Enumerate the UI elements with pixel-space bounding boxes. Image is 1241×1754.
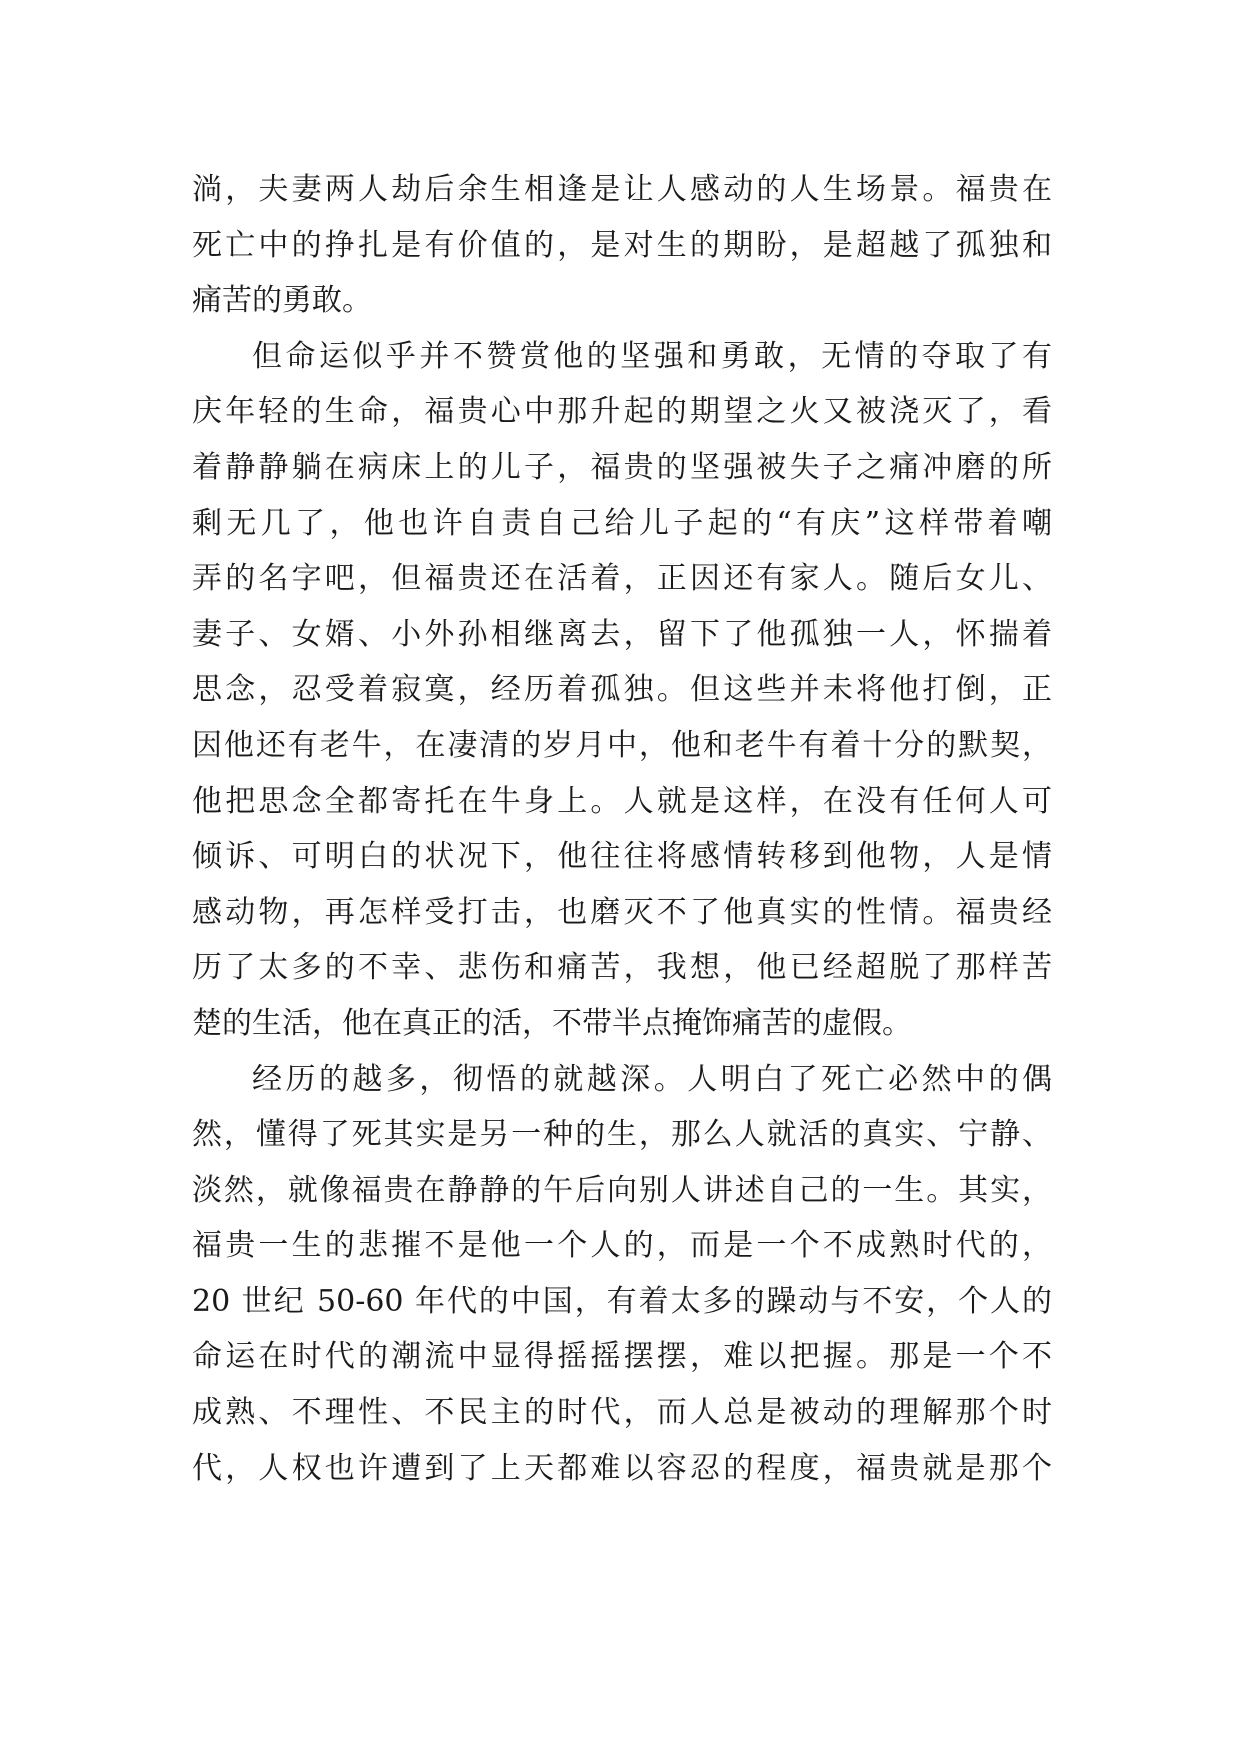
paragraph-1 [192, 162, 1052, 329]
text-line: 命运在时代的潮流中显得摇摇摆摆，难以把握。那是一个不 [192, 1339, 1052, 1375]
text-line: 因他还有老牛，在凄清的岁月中，他和老牛有着十分的默契， [192, 727, 1052, 763]
paragraph-2 [192, 329, 1052, 1052]
text-line: 代，人权也许遭到了上天都难以容忍的程度，福贵就是那个 [192, 1450, 1052, 1486]
text-line: 历了太多的不幸、悲伤和痛苦，我想，他已经超脱了那样苦 [192, 950, 1052, 986]
text-line: 思念，忍受着寂寞，经历着孤独。但这些并未将他打倒，正 [192, 672, 1052, 708]
text-line: 感动物，再怎样受打击，也磨灭不了他真实的性情。福贵经 [192, 894, 1052, 930]
text-line: 20 世纪 50-60 年代的中国，有着太多的躁动与不安，个人的 [192, 1283, 1052, 1319]
text-line: 倾诉、可明白的状况下，他往往将感情转移到他物，人是情 [192, 839, 1052, 875]
paragraph-3 [192, 1052, 1052, 1497]
text-line: 淡然，就像福贵在静静的午后向别人讲述自己的一生。其实， [192, 1172, 1052, 1208]
text-line: 成熟、不理性、不民主的时代，而人总是被动的理解那个时 [192, 1395, 1052, 1431]
text-line: 淌，夫妻两人劫后余生相逢是让人感动的人生场景。福贵在 [192, 172, 1052, 207]
text-line: 弄的名字吧，但福贵还在活着，正因还有家人。随后女儿、 [192, 561, 1052, 597]
text-line: 剩无几了，他也许自责自己给儿子起的“有庆”这样带着嘲 [192, 505, 1052, 541]
text-line: 但命运似乎并不赞赏他的坚强和勇敢，无情的夺取了有 [252, 338, 1052, 374]
text-line: 然，懂得了死其实是另一种的生，那么人就活的真实、宁静、 [192, 1117, 1052, 1153]
text-line: 楚的生活，他在真正的活，不带半点掩饰痛苦的虚假。 [192, 1005, 912, 1041]
text-line: 妻子、女婿、小外孙相继离去，留下了他孤独一人，怀揣着 [192, 616, 1052, 652]
text-line: 经历的越多，彻悟的就越深。人明白了死亡必然中的偶 [252, 1061, 1052, 1097]
text-line: 痛苦的勇敢。 [192, 283, 372, 319]
text-line: 庆年轻的生命，福贵心中那升起的期望之火又被浇灭了，看 [192, 394, 1052, 430]
text-line: 着静静躺在病床上的儿子，福贵的坚强被失子之痛冲磨的所 [192, 449, 1052, 485]
text-line: 他把思念全都寄托在牛身上。人就是这样，在没有任何人可 [192, 783, 1052, 819]
text-line: 死亡中的挣扎是有价值的，是对生的期盼，是超越了孤独和 [192, 227, 1052, 263]
document-body [192, 162, 1052, 1496]
text-line: 福贵一生的悲摧不是他一个人的，而是一个不成熟时代的， [192, 1228, 1052, 1264]
